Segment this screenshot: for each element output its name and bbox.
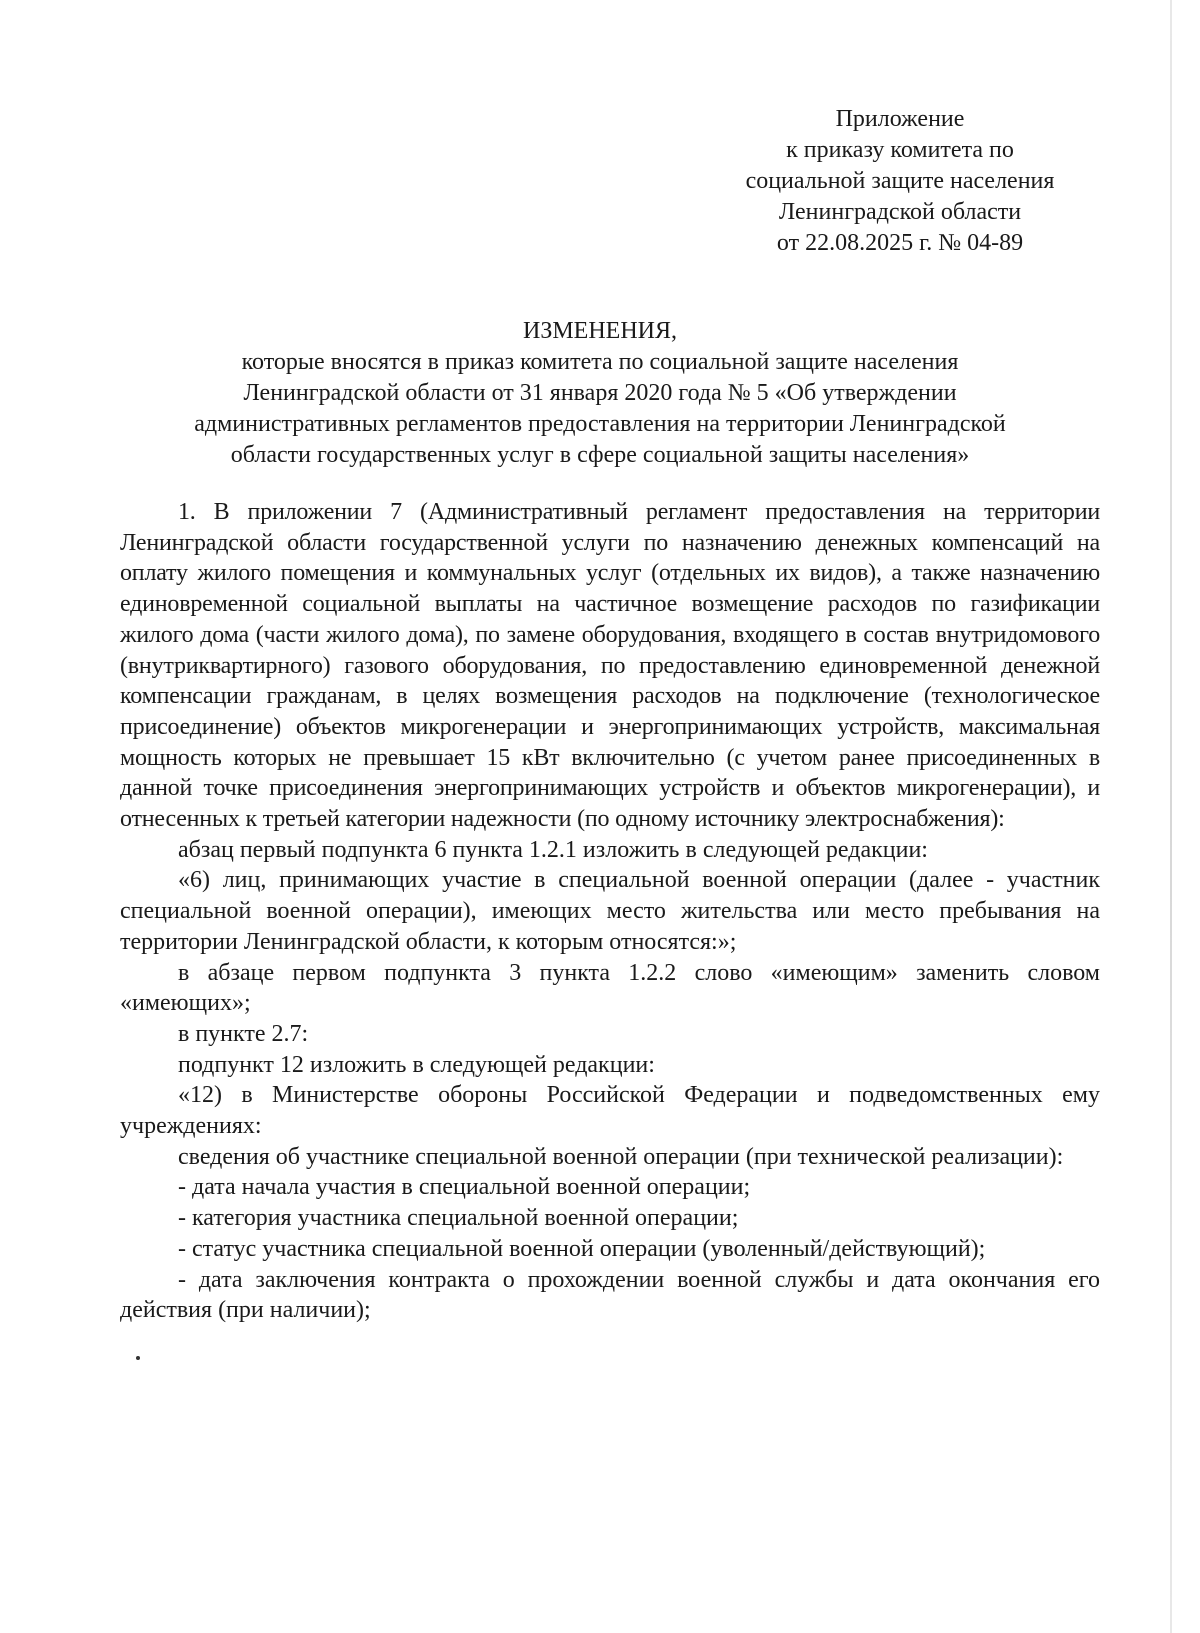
heading-line: области государственных услуг в сфере социальной защиты населения» (230, 442, 970, 468)
paragraph: - категория участника специальной военной операции; (178, 1205, 739, 1232)
paragraph: в абзаце первом подпункта 3 пункта 1.2.2 слово «имеющим» заменить словом «имеющих»; (120, 959, 1100, 1017)
paragraph: 1. В приложении 7 (Административный регламент предоставления на территории Ленинградской области государственной услуги по назначению денежных компенсаций на оплату жилого помещения и коммунальных услуг (отдельных их видов), а также назначению единовременной социальной выплаты на частичное возмещение расходов по газификации жилого дома (части жилого дома), по замене оборудования, входящего в состав внутридомового (внутриквартирного) газового оборудования, по предоставлению единовременной денежной компенсации гражданам, в целях возмещения расходов на подключение (технологическое присоединение) объектов микрогенерации и энергопринимающих устройств, максимальная мощность которых не превышает 15 кВт включительно (с учетом ранее присоединенных в данной точке присоединения энергопринимающих устройств и объектов микрогенерации), и отнесенных к третьей категории надежности (по одному источнику электроснабжения): (120, 499, 1100, 833)
document-body (120, 497, 1100, 1326)
approval-line: от 22.08.2025 г. № 04-89 (776, 230, 1024, 256)
scan-speck (136, 1356, 140, 1360)
approval-line: Ленинградской области (778, 199, 1022, 225)
document-heading (130, 316, 1070, 471)
approval-block (740, 104, 1060, 259)
scan-edge-line (1170, 0, 1172, 1633)
paragraph: «6) лиц, принимающих участие в специальной военной операции (далее - участник специальной военной операции), имеющих место жительства или место пребывания на территории Ленинградской области, к которым относятся:»; (120, 867, 1100, 955)
paragraph: в пункте 2.7: (178, 1020, 309, 1047)
approval-line: Приложение (835, 106, 965, 132)
heading-line: Ленинградской области от 31 января 2020 года № 5 «Об утверждении (243, 380, 957, 406)
paragraph: «12) в Министерстве обороны Российской Федерации и подведомственных ему учреждениях: (120, 1082, 1100, 1140)
document-title: ИЗМЕНЕНИЯ, (522, 318, 678, 344)
approval-line: к приказу комитета по (786, 137, 1014, 163)
paragraph: - дата заключения контракта о прохождении военной службы и дата окончания его действия (при наличии); (120, 1266, 1100, 1324)
heading-line: которые вносятся в приказ комитета по социальной защите населения (241, 349, 959, 375)
paragraph: - статус участника специальной военной операции (уволенный/действующий); (178, 1235, 986, 1262)
paragraph: сведения об участнике специальной военной операции (при технической реализации): (178, 1143, 1064, 1170)
heading-line: административных регламентов предоставления на территории Ленинградской (194, 411, 1006, 437)
paragraph: абзац первый подпункта 6 пункта 1.2.1 изложить в следующей редакции: (178, 836, 928, 863)
paragraph: подпункт 12 изложить в следующей редакции: (178, 1051, 655, 1078)
paragraph: - дата начала участия в специальной военной операции; (178, 1174, 751, 1201)
approval-line: социальной защите населения (745, 168, 1055, 194)
